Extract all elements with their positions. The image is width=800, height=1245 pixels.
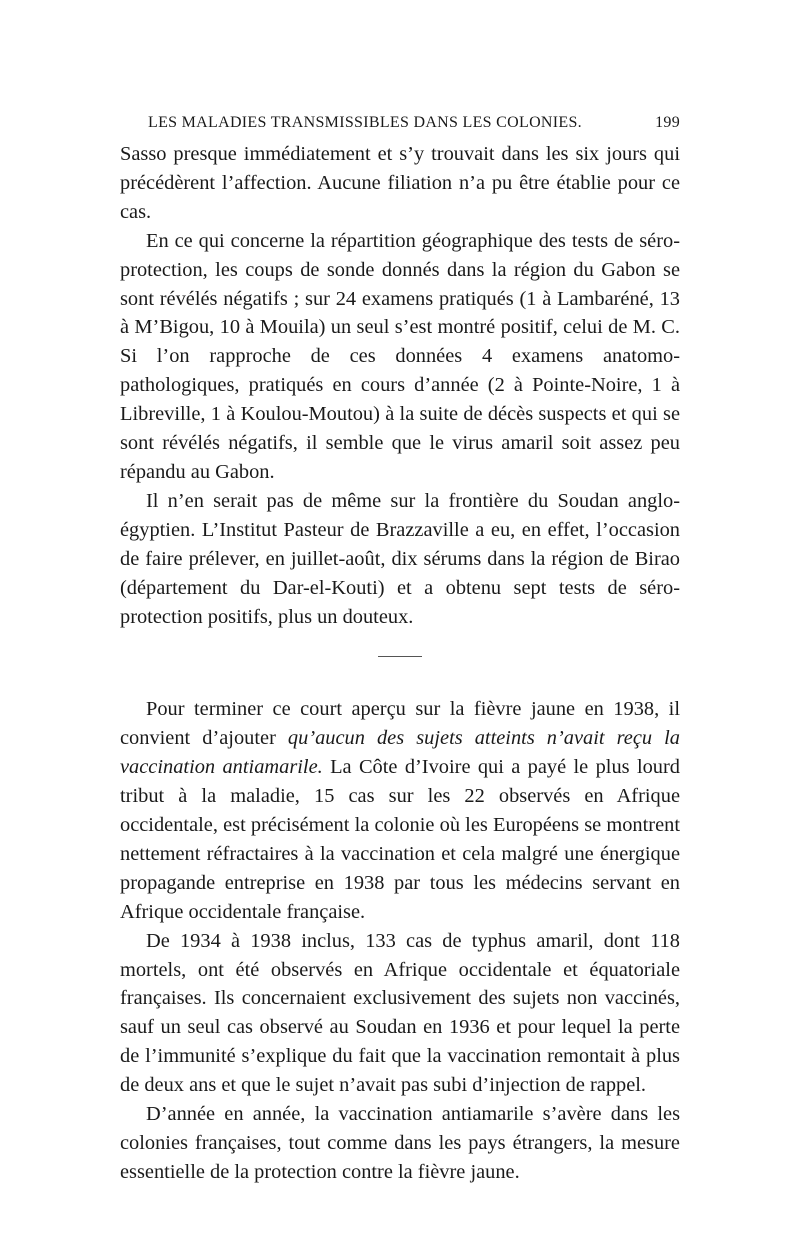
text-run: La Côte d’Ivoire qui a payé le plus lourd tribut à la maladie, 15 cas sur les 22 observés en Afrique occidentale, est précisément la colonie où les Européens se montrent nettement réfractaires à la vaccination et cela malgré une énergique propagande entreprise en 1938 par tous les médecins servant en Afrique occidentale française.: [120, 756, 680, 923]
body-text: [120, 140, 680, 1187]
paragraph: De 1934 à 1938 inclus, 133 cas de typhus amaril, dont 118 mortels, ont été observés en Afrique occidentale et équatoriale françaises. Ils concernaient exclusivement des sujets non vaccinés, sauf un seul cas observé au Soudan en 1936 et pour lequel la perte de l’immunité s’explique du fait que la vaccination remontait à plus de deux ans et que le sujet n’avait pas subi d’injection de rappel.: [120, 929, 680, 1097]
page-number: 199: [655, 114, 680, 131]
book-page: [120, 114, 680, 1187]
paragraph: Sasso presque immédiatement et s’y trouvait dans les six jours qui précédèrent l’affection. Aucune filiation n’a pu être établie pour ce cas.: [120, 143, 680, 223]
running-head: [148, 114, 680, 140]
italic-text: qu’aucun des sujets atteints n’avait reçu la vaccination antiamarile.: [120, 727, 680, 779]
paragraph: Il n’en serait pas de même sur la frontière du Soudan anglo-égyptien. L’Institut Pasteur de Brazzaville a eu, en effet, l’occasion de faire prélever, en juillet-août, dix sérums dans la région de Birao (département du Dar-el-Kouti) et a obtenu sept tests de séro-protection positifs, plus un douteux.: [120, 489, 680, 628]
text-run: Pour terminer ce court aperçu sur la fièvre jaune en 1938, il convient d’ajouter: [120, 698, 680, 750]
running-title: LES MALADIES TRANSMISSIBLES DANS LES COLONIES.: [148, 114, 582, 131]
paragraph: [120, 695, 680, 926]
section-divider: [378, 656, 422, 657]
paragraph: En ce qui concerne la répartition géographique des tests de séro-protection, les coups de sonde donnés dans la région du Gabon se sont révélés négatifs ; sur 24 examens pratiqués (1 à Lambaréné, 13 à M’Bigou, 10 à Mouila) un seul s’est montré positif, celui de M. C. Si l’on rapproche de ces données 4 examens anatomo-pathologiques, pratiqués en cours d’année (2 à Pointe-Noire, 1 à Libreville, 1 à Koulou-Moutou) à la suite de décès suspects et qui se sont révélés négatifs, il semble que le virus amaril soit assez peu répandu au Gabon.: [120, 229, 680, 483]
paragraph: D’année en année, la vaccination antiamarile s’avère dans les colonies françaises, tout comme dans les pays étrangers, la mesure essentielle de la protection contre la fièvre jaune.: [120, 1103, 680, 1183]
